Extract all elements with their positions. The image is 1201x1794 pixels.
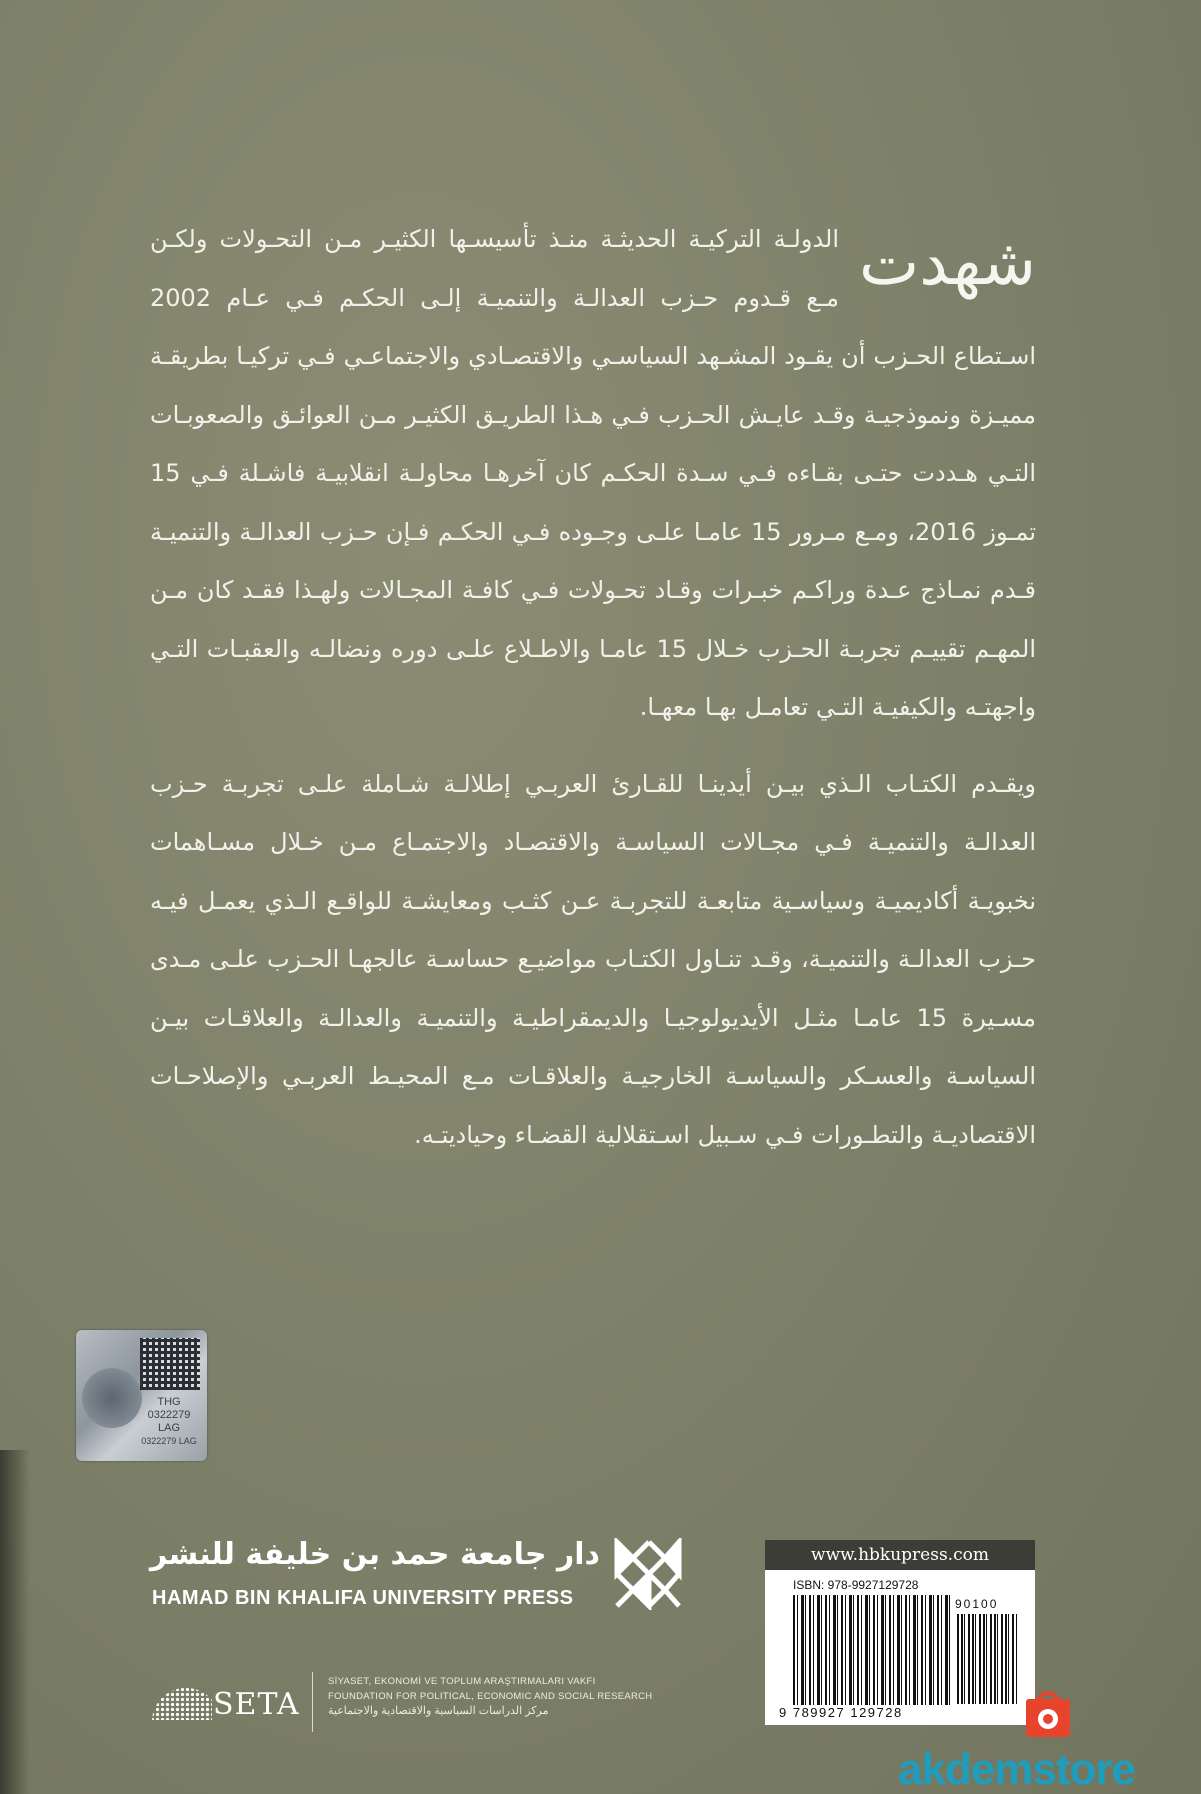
back-cover-text	[150, 210, 1036, 1164]
hologram-line2: 0322279	[147, 1409, 191, 1421]
intro-paragraph	[150, 210, 1036, 737]
hologram-line1: THG	[157, 1396, 181, 1408]
intro-paragraph-text: الدولـة التركيـة الحديثـة منـذ تأسيسـها الكثيـر مـن التحـولات ولكـن مـع قـدوم حـزب العدالـة والتنميـة إلـى الحكـم فـي عـام 2002 اسـتطاع الحـزب أن يقـود المشـهد السياسـي والاقتصـادي والاجتماعـي فـي تركيـا بطريقـة مميـزة ونموذجيـة وقـد عايـش الحـزب فـي هـذا الطريـق الكثيـر مـن العوائـق والصعوبـات التـي هـددت حتـى بقـاءه فـي سـدة الحكـم كان آخرهـا محاولـة انقلابيـة فاشـلة فـي 15 تمـوز 2016، ومـع مـرور 15 عامـا علـى وجـوده فـي الحكـم فـإن حـزب العدالـة والتنميـة قـدم نمـاذج عـدة وراكـم خبـرات وقـاد تحـولات فـي كافـة المجـالات ولهـذا فقـد كان مـن المهـم تقييـم تجربـة الحـزب خـلال 15 عامـا والاطـلاع علـى دوره ونضالـه والعقبـات التـي واجهتـه والكيفيـة التـي تعامـل بهـا معهـا.	[150, 225, 1037, 721]
hologram-seal-icon	[82, 1368, 142, 1428]
publisher-url: www.hbkupress.com	[765, 1540, 1035, 1570]
seta-logo-text: SETA	[213, 1687, 300, 1722]
qr-code-icon	[140, 1338, 200, 1390]
seta-line-turkish: SİYASET, EKONOMİ VE TOPLUM ARAŞTIRMALARI VAKFI	[328, 1676, 596, 1687]
isbn-number: 9 789927 129728	[779, 1705, 903, 1720]
akdemstore-watermark	[898, 1745, 1135, 1794]
seta-line-english: FOUNDATION FOR POLITICAL, ECONOMIC AND SOCIAL RESEARCH	[328, 1691, 653, 1702]
left-edge-shadow	[0, 1450, 30, 1794]
seta-foundation-text	[328, 1674, 698, 1719]
hologram-line3: LAG	[157, 1422, 180, 1434]
barcode-addon-bars	[957, 1614, 1017, 1704]
watermark-rest: kdemstore	[921, 1745, 1136, 1794]
isbn-label: ISBN: 978-9927129728	[793, 1578, 919, 1592]
second-paragraph: ويقـدم الكتـاب الـذي بيـن أيدينـا للقـارئ العربـي إطلالـة شـاملة علـى تجربـة حـزب العدالـة والتنميـة فـي مجـالات السياسـة والاقتصـاد والاجتمـاع مـن خـلال مسـاهمات نخبويـة أكاديميـة وسياسـية متابعـة للتجربـة عـن كثـب ومعايشـة للواقـع الـذي يعمـل فيـه حـزب العدالـة والتنميـة، وقـد تنـاول الكتـاب مواضيـع حساسـة عالجهـا الحـزب علـى مـدى مسـيرة 15 عامـا مثـل الأيديولوجيـا والديمقراطيـة والتنميـة والعدالـة والعلاقـات بيـن السياسـة والعسـكر والسياسـة الخارجيـة والعلاقـات مـع المحيـط العربـي والإصلاحـات الاقتصاديـة والتطـورات فـي سـبيل اسـتقلالية القضـاء وحياديتـه.	[150, 769, 1037, 1149]
seta-divider	[312, 1672, 313, 1732]
store-badge-icon	[1020, 1685, 1078, 1741]
isbn-barcode-panel	[765, 1540, 1035, 1725]
watermark-first-letter: a	[898, 1745, 922, 1794]
publisher-name-arabic: دار جامعة حمد بن خليفة للنشر	[150, 1537, 600, 1572]
publisher-logo-icon	[613, 1538, 683, 1610]
publisher-name-english: HAMAD BIN KHALIFA UNIVERSITY PRESS	[152, 1587, 574, 1609]
hologram-sticker	[76, 1330, 207, 1461]
barcode-addon-number: 90100	[955, 1597, 999, 1611]
hologram-code	[136, 1396, 202, 1448]
barcode-bars	[793, 1595, 953, 1705]
hologram-line4: 0322279 LAG	[141, 1436, 197, 1446]
seta-line-arabic: مركز الدراسات السياسية والاقتصادية والاجتماعية	[328, 1705, 549, 1717]
lead-word: شهدت	[859, 226, 1036, 300]
